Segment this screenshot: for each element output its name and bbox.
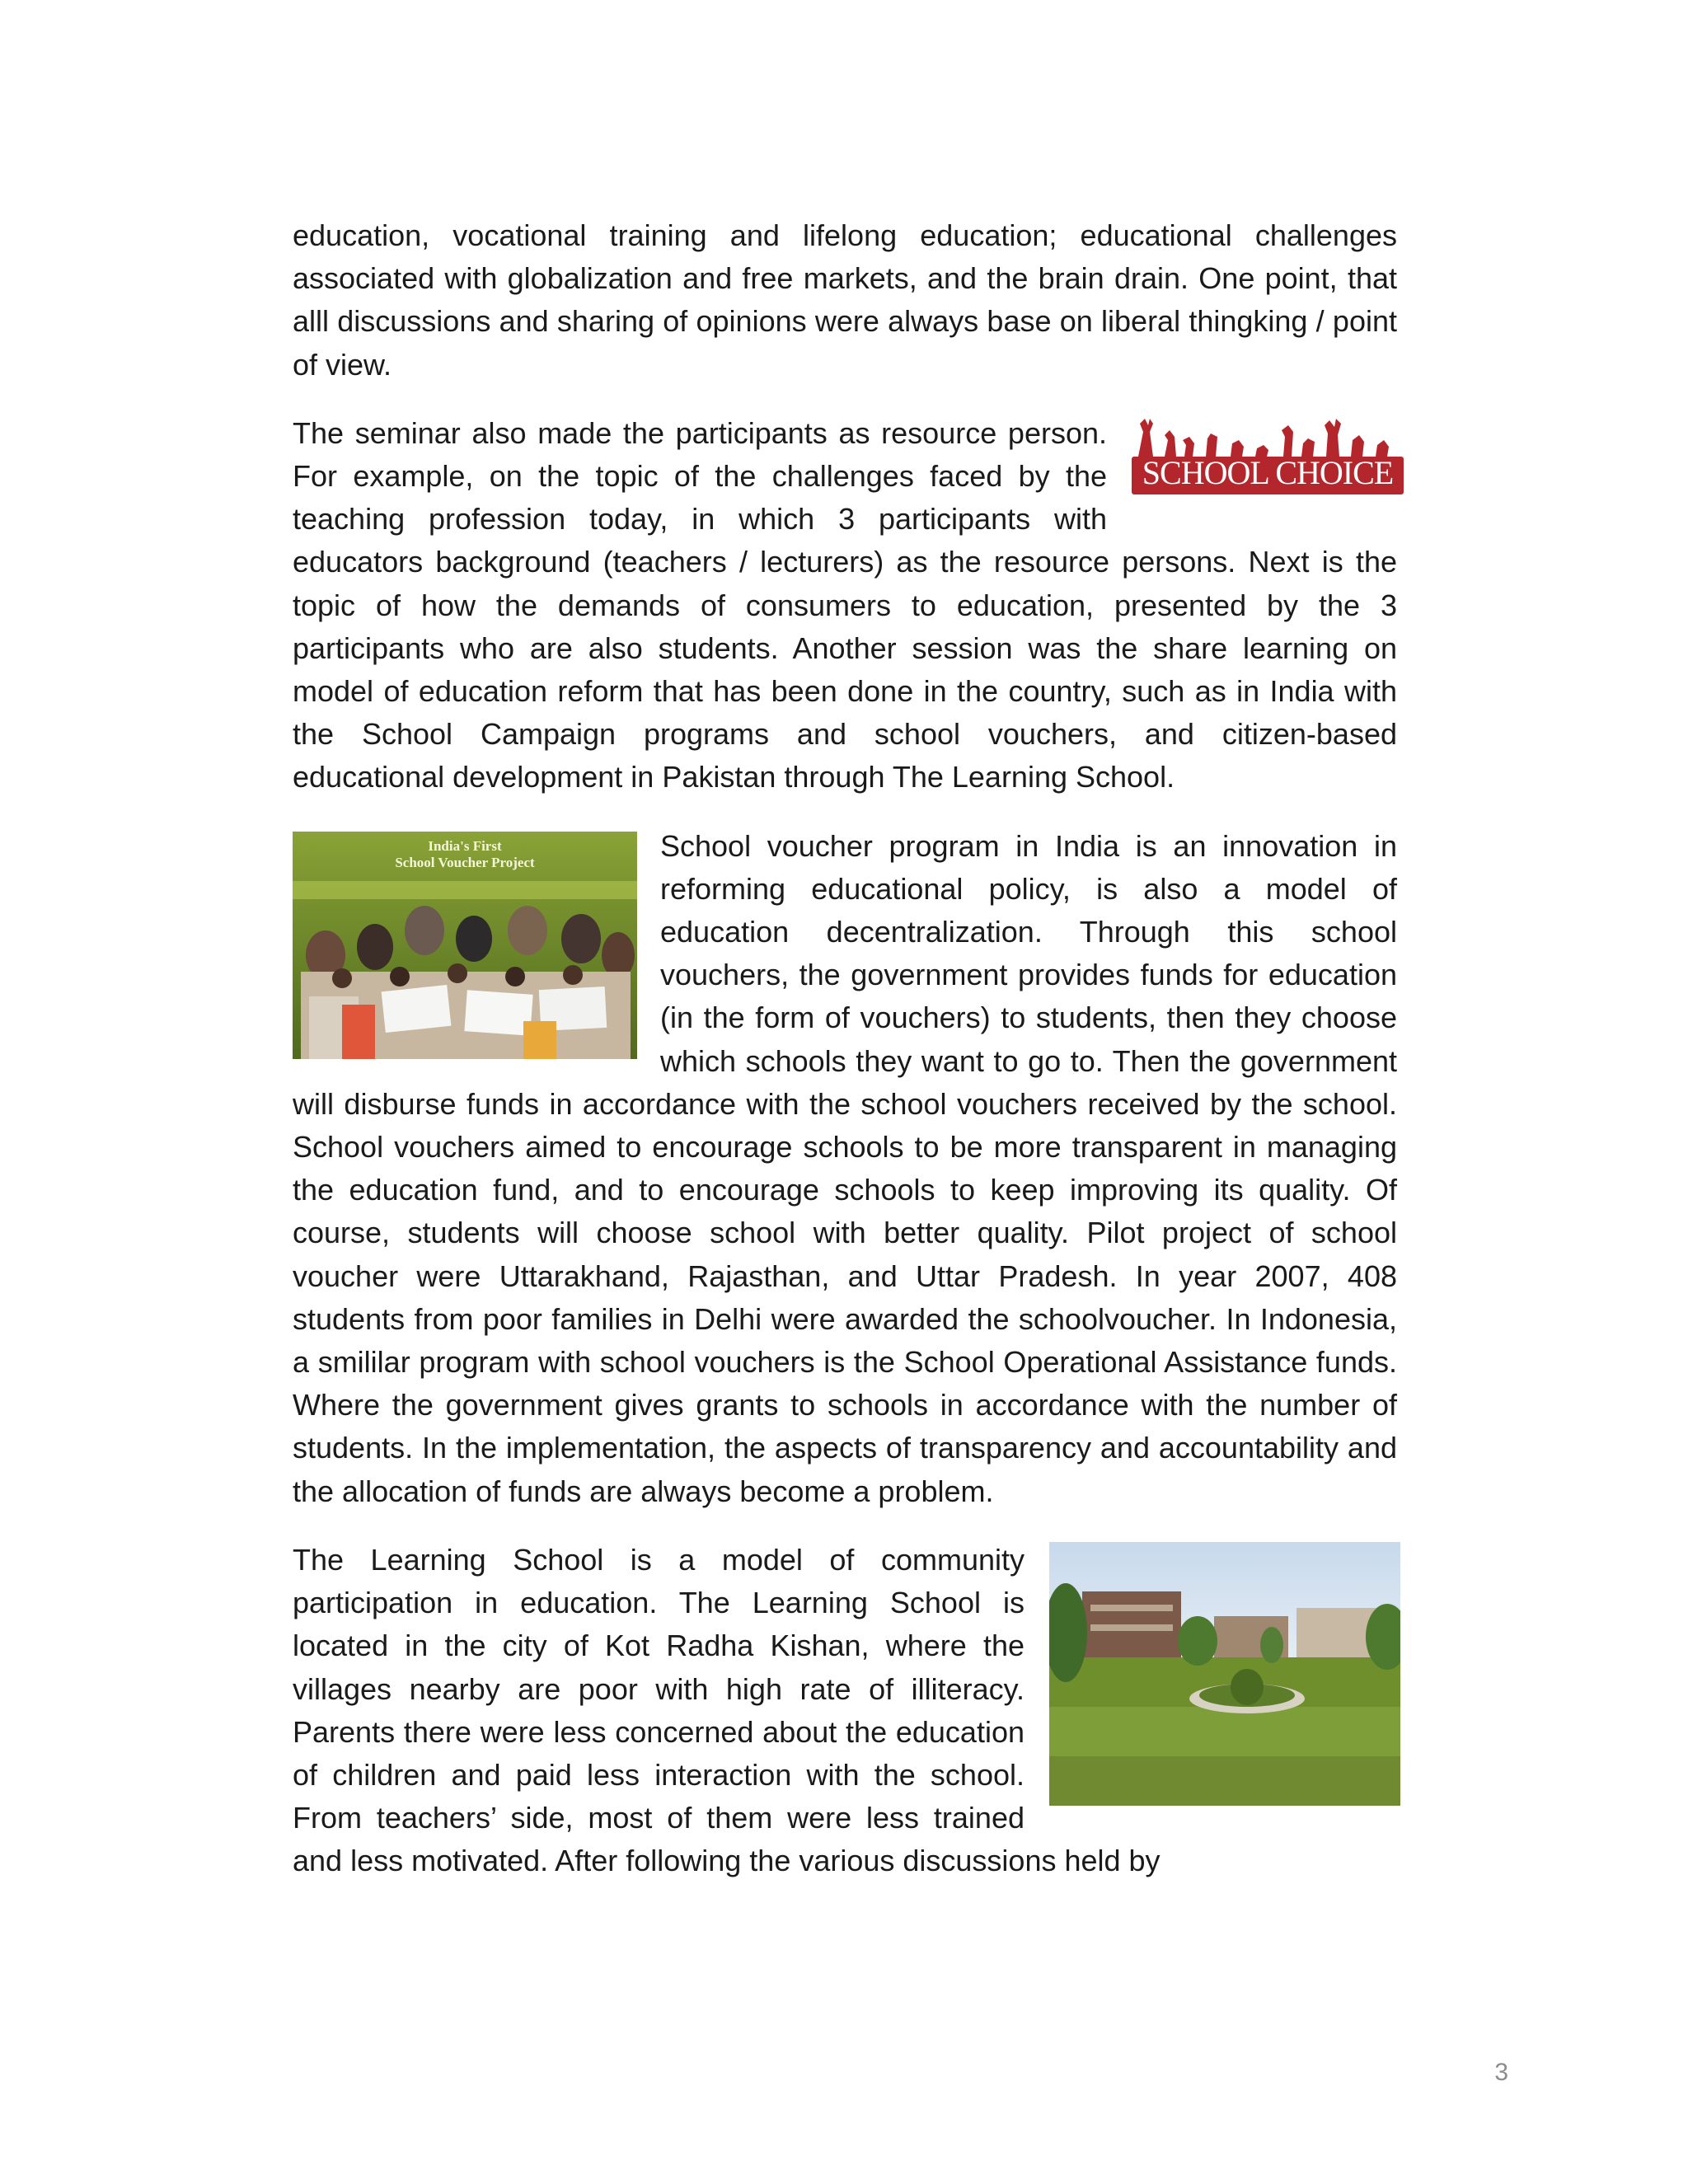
- section-voucher: [293, 825, 1397, 1539]
- paragraph-1: education, vocational training and lifelong education; educational challenges associated with globalization and free markets, and the brain drain. One point, that alll discussions and sharing of opinions were always base on liberal thingking / point of view.: [293, 218, 1397, 382]
- learning-school-campus-photo: [1049, 1542, 1400, 1806]
- page-number: 3: [1494, 2059, 1508, 2086]
- voucher-award-photo: [293, 832, 637, 1059]
- document-body: [293, 214, 1397, 1909]
- paragraph-4: The Learning School is a model of community participation in education. The Learning School is located in the city of Kot Radha Kishan, where the villages nearby are poor with high rate of illiteracy. Parents there were less concerned about the education of children and paid less interaction with the school. From teachers’ side, most of them were less trained and less motivated. After following the various discussions held by: [293, 1542, 1160, 1878]
- school-choice-logo: [1132, 415, 1404, 494]
- school-choice-logo-text: SCHOOL CHOICE: [1142, 453, 1394, 491]
- voucher-photo-banner-line1: India's First: [428, 837, 502, 854]
- paragraph-2: The seminar also made the participants as resource person. For example, on the topic of the challenges faced by the teaching profession today, in which 3 participants with educators background (teachers / lecturers) as the resource persons. Next is the topic of how the demands of consumers to education, presented by the 3 participants who are also students. Another session was the share learning on model of education reform that has been done in the country, such as in India with the School Campaign programs and school vouchers, and citizen-based educational development in Pakistan through The Learning School.: [293, 415, 1397, 794]
- campus-photo-graphic: [1049, 1542, 1400, 1806]
- paragraph-3: School voucher program in India is an innovation in reforming educational policy, is also a model of education decentralization. Through this school vouchers, the government provides funds for education (in the form of vouchers) to students, then they choose which schools they want to go to. Then the government will disburse funds in accordance with the school vouchers received by the school. School vouchers aimed to encourage schools to be more transparent in managing the education fund, and to encourage schools to keep improving its quality. Of course, students will choose school with better quality. Pilot project of school voucher were Uttarakhand, Rajasthan, and Uttar Pradesh. In year 2007, 408 students from poor families in Delhi were awarded the schoolvoucher. In Indonesia, a smililar program with school vouchers is the School Operational Assistance funds. Where the government gives grants to schools in accordance with the number of students. In the implementation, the aspects of transparency and accountability and the allocation of funds are always become a problem.: [293, 828, 1397, 1508]
- voucher-photo-banner-line2: School Voucher Project: [395, 854, 535, 870]
- section-seminar: [293, 412, 1397, 825]
- section-learning-school: [293, 1539, 1397, 1909]
- voucher-photo-banner: [293, 838, 637, 871]
